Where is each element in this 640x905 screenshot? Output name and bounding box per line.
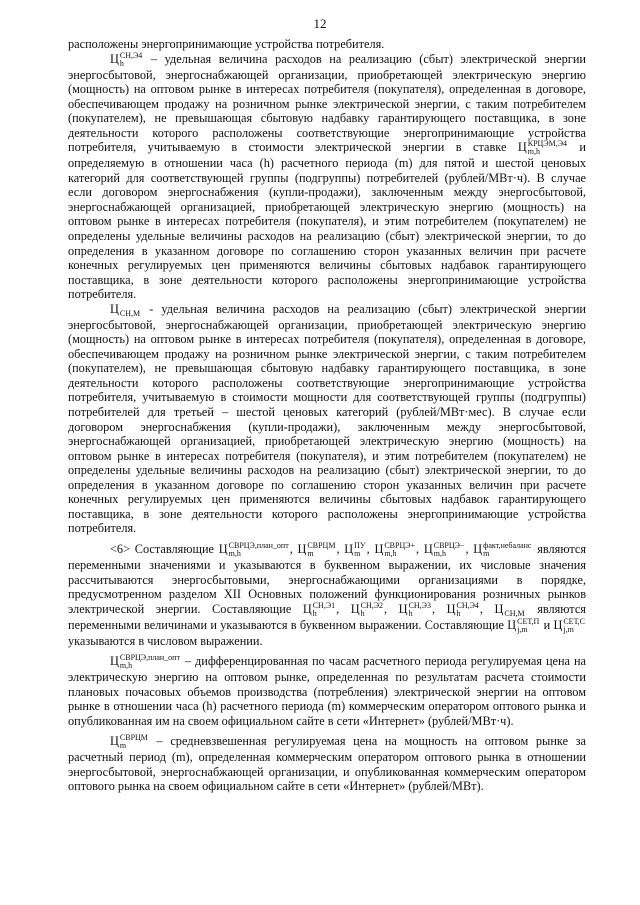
- formula-symbol: Ц: [110, 734, 119, 749]
- formula-symbol: Ц: [344, 541, 354, 556]
- formula-subscript: h: [408, 608, 413, 618]
- formula-superscript: СВРЦМ: [307, 540, 336, 550]
- formula-superscript: СВРЦЭ+: [384, 540, 416, 550]
- formula-superscript: СВРЦМ: [119, 733, 148, 743]
- formula-indices: [528, 140, 567, 156]
- formula-subscript: h: [312, 608, 317, 618]
- formula-superscript: СН,Э4: [119, 50, 143, 60]
- formula-subscript: h: [360, 608, 365, 618]
- formula-symbol: Ц: [517, 140, 527, 155]
- paragraph-text: указываются в числовом выражении.: [68, 633, 263, 648]
- paragraph-text: являются переменными значениями и указываются в буквенном выражении, их числовые значения рассчитываются энергосбытовыми, энергоснабжающими организациями в порядке, предусмотренном разделом XII Основных положений функционирования розничных рынков электрической энергии. Составляющие: [68, 541, 586, 616]
- definition-text: и определяемую в отношении часа (h) расчетного периода (m) для пятой и шестой ценовых категорий для соответствующей группы (подгруппы) потребителей (рублей/МВт·ч). В случае если договором энергоснабжения (купли-продажи), заключенным между энергосбытовой, энергоснабжающей организацией, приобретающей электрическую энергию (мощность) на оптовом рынке в интересах потребителя (покупателя), и этим потребителем (покупателем) не определены удельные величины расходов на реализацию (сбыт) электрической энергии, то до определения в указанном договоре по соглашению сторон указанных величин при расчете конечных регулируемых цен применяются величины сбытовых надбавок гарантирующего поставщика, в зоне деятельности которого расположены энергопринимающие устройства потребителя.: [68, 140, 586, 302]
- definition-text: – дифференцированная по часам расчетного периода регулируемая цена на электрическую энергию на оптовом рынке, определенная по результатам расчета стоимости плановых почасовых объемов производства (потребления) электрической энергии на оптовом рынке в отношении часа (h) расчетного периода (m) коммерческим оператором оптового рынка и опубликованная им на своем официальном сайте в сети «Интернет» (рублей/МВт·ч).: [68, 654, 586, 728]
- continuation-line: расположены энергопринимающие устройства потребителя.: [68, 37, 385, 51]
- definition-text: – средневзвешенная регулируемая цена на мощность на оптовом рынке за расчетный период (m), определенная коммерческим оператором оптового рынка в отношении энергосбытовой, энергоснабжающей организации, и опубликованная коммерческим оператором оптового рынка на своем официальном сайте в сети «Интернет» (рублей/МВт).: [68, 734, 586, 794]
- formula-subscript: m,h: [119, 661, 133, 671]
- formula-superscript: СВРЦЭ,план_опт: [119, 653, 180, 663]
- formula-subscript: h: [119, 58, 124, 68]
- formula-superscript: факт,небаланс: [483, 540, 532, 550]
- paragraph-1: [68, 37, 586, 52]
- formula-superscript: СЕТ,П: [517, 616, 540, 626]
- formula-subscript: m,h: [384, 548, 397, 558]
- footnote-intro: <6> Составляющие: [110, 541, 219, 556]
- formula-symbol: Ц: [473, 541, 483, 556]
- paragraph-5: [68, 734, 586, 794]
- formula-symbol: Ц: [553, 617, 563, 632]
- formula-subscript: m: [354, 548, 361, 558]
- formula-symbol: Ц: [297, 541, 307, 556]
- formula-indices: [409, 602, 431, 618]
- formula-indices: [361, 602, 383, 618]
- formula-indices: [384, 542, 415, 558]
- paragraph-1-definition: [68, 52, 586, 302]
- paragraph-text: и: [540, 617, 554, 632]
- formula-symbol: Ц: [423, 541, 433, 556]
- paragraph-text: являются переменными величинами и указываются в буквенном выражении. Составляющие: [68, 601, 586, 632]
- formula-indices: [313, 602, 335, 618]
- formula-symbol: Ц: [110, 51, 119, 66]
- formula-superscript: СЕТ,С: [563, 616, 585, 626]
- formula-symbol: Ц: [507, 617, 517, 632]
- formula-superscript: СВРЦЭ,план_опт: [228, 540, 289, 550]
- paragraph-3: <6> Составляющие Ц СВРЦЭ,план_опт m,h , Ц СВРЦМ m , Ц ПУ m , Ц СВРЦЭ+ m,h , Ц СВРЦЭ− m,h , Ц факт,небаланс m являются переменными значениями и указываются в буквенном выражении, их числовые значения рассчитываются энергосбытовыми, энергоснабжающими организациями в порядке, предусмотренном разделом XII Основных положений функционирования розничных рынков электрической энергии. Составляющие Ц СН,Э1 h , Ц СН,Э2 h , Ц СН,Э3 h , Ц СН,Э4 h , Ц СН,М являются переменными величинами и указываются в буквенном выражении. Составляющие Ц СЕТ,П j,m и Ц СЕТ,С j,m указываются в числовом выражении.: [68, 540, 586, 648]
- formula-subscript: m,h: [433, 548, 446, 558]
- formula-subscript: m: [483, 548, 490, 558]
- definition-text: - удельная величина расходов на реализацию (сбыт) электрической энергии энергосбытовой, энергоснабжающей организации, приобретающей электрическую энергию (мощность) на оптовом рынке в интересах потребителя (покупателя), определенная в договоре, обеспечивающем продажу на розничном рынке электрической энергии, с таким потребителем (покупателем), не превышающая сбытовую надбавку гарантирующего поставщика, в зоне деятельности которого расположены соответствующие энергопринимающие устройства потребителя, учитываемую в стоимости мощности для соответствующей группы (подгруппы) потребителей для третьей – шестой ценовых категорий (рублей/МВт·мес). В случае если договором энергоснабжения (купли-продажи), заключенным между энергосбытовой, энергоснабжающей организацией, приобретающей электрическую энергию (мощность) на оптовом рынке в интересах потребителя (покупателя), и этим потребителем (покупателем) не определены удельные величины расходов на реализацию (сбыт) электрической энергии, то до определения в указанном договоре по соглашению сторон указанных величин при расчете конечных регулируемых цен применяются величины сбытовых надбавок гарантирующего поставщика, в зоне деятельности которого расположены энергопринимающие устройства потребителя.: [68, 301, 586, 536]
- formula-superscript: СВРЦЭ−: [433, 540, 465, 550]
- formula-superscript: СН,Э2: [360, 600, 384, 610]
- formula-indices: [307, 542, 335, 558]
- formula-superscript: СН,Э4: [456, 600, 479, 610]
- formula-symbol: Ц: [398, 601, 408, 616]
- formula-superscript: СН,Э1: [312, 600, 336, 610]
- formula-indices: [563, 618, 585, 634]
- formula-symbol: Ц: [446, 601, 456, 616]
- formula-superscript: СН,М: [504, 608, 525, 618]
- formula-subscript: m: [307, 548, 314, 558]
- page-number: 12: [313, 16, 327, 31]
- formula-indices: [120, 310, 140, 318]
- formula-indices: [120, 654, 180, 670]
- formula-indices: [517, 618, 539, 634]
- formula-indices: [434, 542, 465, 558]
- formula-indices: [120, 52, 142, 68]
- formula-superscript: СН,Э3: [408, 600, 431, 610]
- formula-symbol: Ц: [218, 541, 228, 556]
- paragraph-4: [68, 654, 586, 728]
- formula-symbol: Ц: [374, 541, 384, 556]
- formula-subscript: j,m: [563, 624, 574, 634]
- formula-symbol: Ц: [110, 301, 119, 316]
- formula-subscript: j,m: [517, 624, 528, 634]
- formula-subscript: h: [456, 608, 461, 618]
- formula-superscript: ПУ: [354, 540, 366, 550]
- formula-symbol: Ц: [494, 601, 504, 616]
- formula-symbol: Ц: [302, 601, 312, 616]
- definition-text: – удельная величина расходов на реализацию (сбыт) электрической энергии энергосбытовой, энергоснабжающей организации, приобретающей электрическую энергию (мощность) на оптовом рынке в интересах потребителя (покупателя), определенная в договоре, обеспечивающем продажу на розничном рынке электрической энергии, с таким потребителем (покупателем), не превышающая сбытовую надбавку гарантирующего поставщика, в зоне деятельности которого расположены соответствующие энергопринимающие устройства потребителя, учитываемую в стоимости электрической энергии в ставке: [68, 51, 586, 155]
- formula-subscript: m,h: [527, 147, 540, 157]
- formula-indices: [483, 542, 531, 558]
- formula-superscript: КРЦЭМ,Э4: [527, 139, 567, 149]
- document-body: [68, 37, 586, 794]
- formula-indices: [229, 542, 289, 558]
- formula-symbol: Ц: [350, 601, 360, 616]
- formula-superscript: СН,М: [119, 308, 141, 318]
- formula-subscript: m: [119, 741, 127, 751]
- formula-indices: [354, 542, 365, 558]
- formula-subscript: m,h: [228, 548, 241, 558]
- formula-indices: [456, 602, 478, 618]
- formula-indices: [120, 734, 148, 750]
- formula-symbol: Ц: [110, 654, 119, 669]
- paragraph-2: [68, 302, 586, 536]
